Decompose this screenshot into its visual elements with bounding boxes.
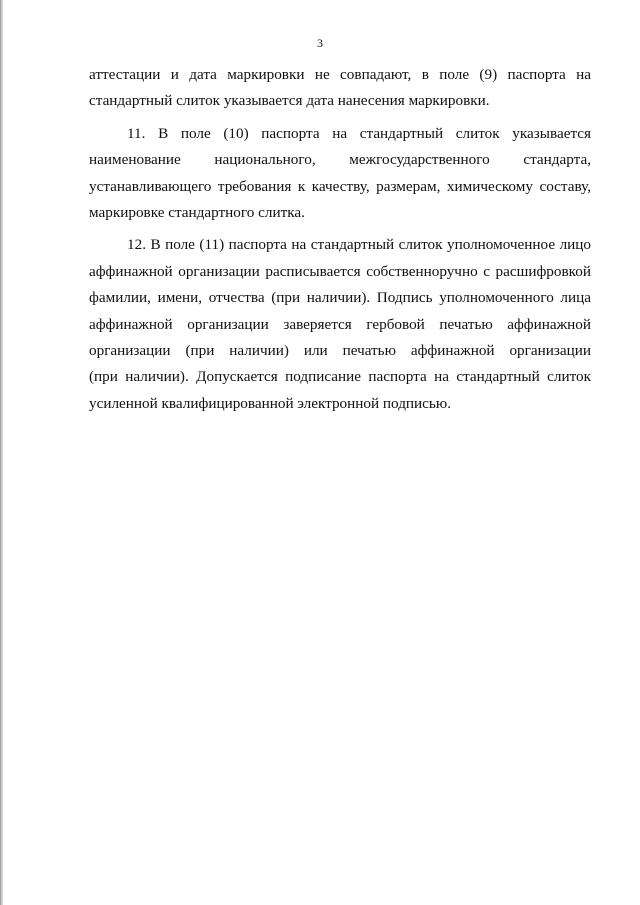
text-line: 11. В поле (10) паспорта на стандартный слиток указывается <box>127 124 591 142</box>
text-line: аффинажной организации заверяется гербовой печатью аффинажной <box>89 315 591 333</box>
text-line: аттестации и дата маркировки не совпадают, в поле (9) паспорта на <box>89 66 591 83</box>
text-line: устанавливающего требования к качеству, размерам, химическому составу, <box>89 177 591 195</box>
page-number: 3 <box>317 36 323 50</box>
paragraph-continuation <box>89 62 591 115</box>
text-line: (при наличии). Допускается подписание паспорта на стандартный слиток <box>89 368 591 386</box>
paragraph-11 <box>89 121 591 227</box>
text-line: маркировке стандартного слитка. <box>89 203 305 221</box>
scan-edge <box>0 0 3 905</box>
document-body <box>89 62 591 417</box>
text-line: усиленной квалифицированной электронной подписью. <box>89 394 451 412</box>
text-line: аффинажной организации расписывается собственноручно с расшифровкой <box>89 262 591 280</box>
text-line: наименование национального, межгосударственного стандарта, <box>89 151 591 169</box>
text-line: 12. В поле (11) паспорта на стандартный слиток уполномоченное лицо <box>127 236 591 254</box>
paragraph-12 <box>89 232 591 417</box>
text-line: организации (при наличии) или печатью аффинажной организации <box>89 341 591 359</box>
text-line: стандартный слиток указывается дата нанесения маркировки. <box>89 92 490 110</box>
text-line: фамилии, имени, отчества (при наличии). Подпись уполномоченного лица <box>89 289 591 307</box>
